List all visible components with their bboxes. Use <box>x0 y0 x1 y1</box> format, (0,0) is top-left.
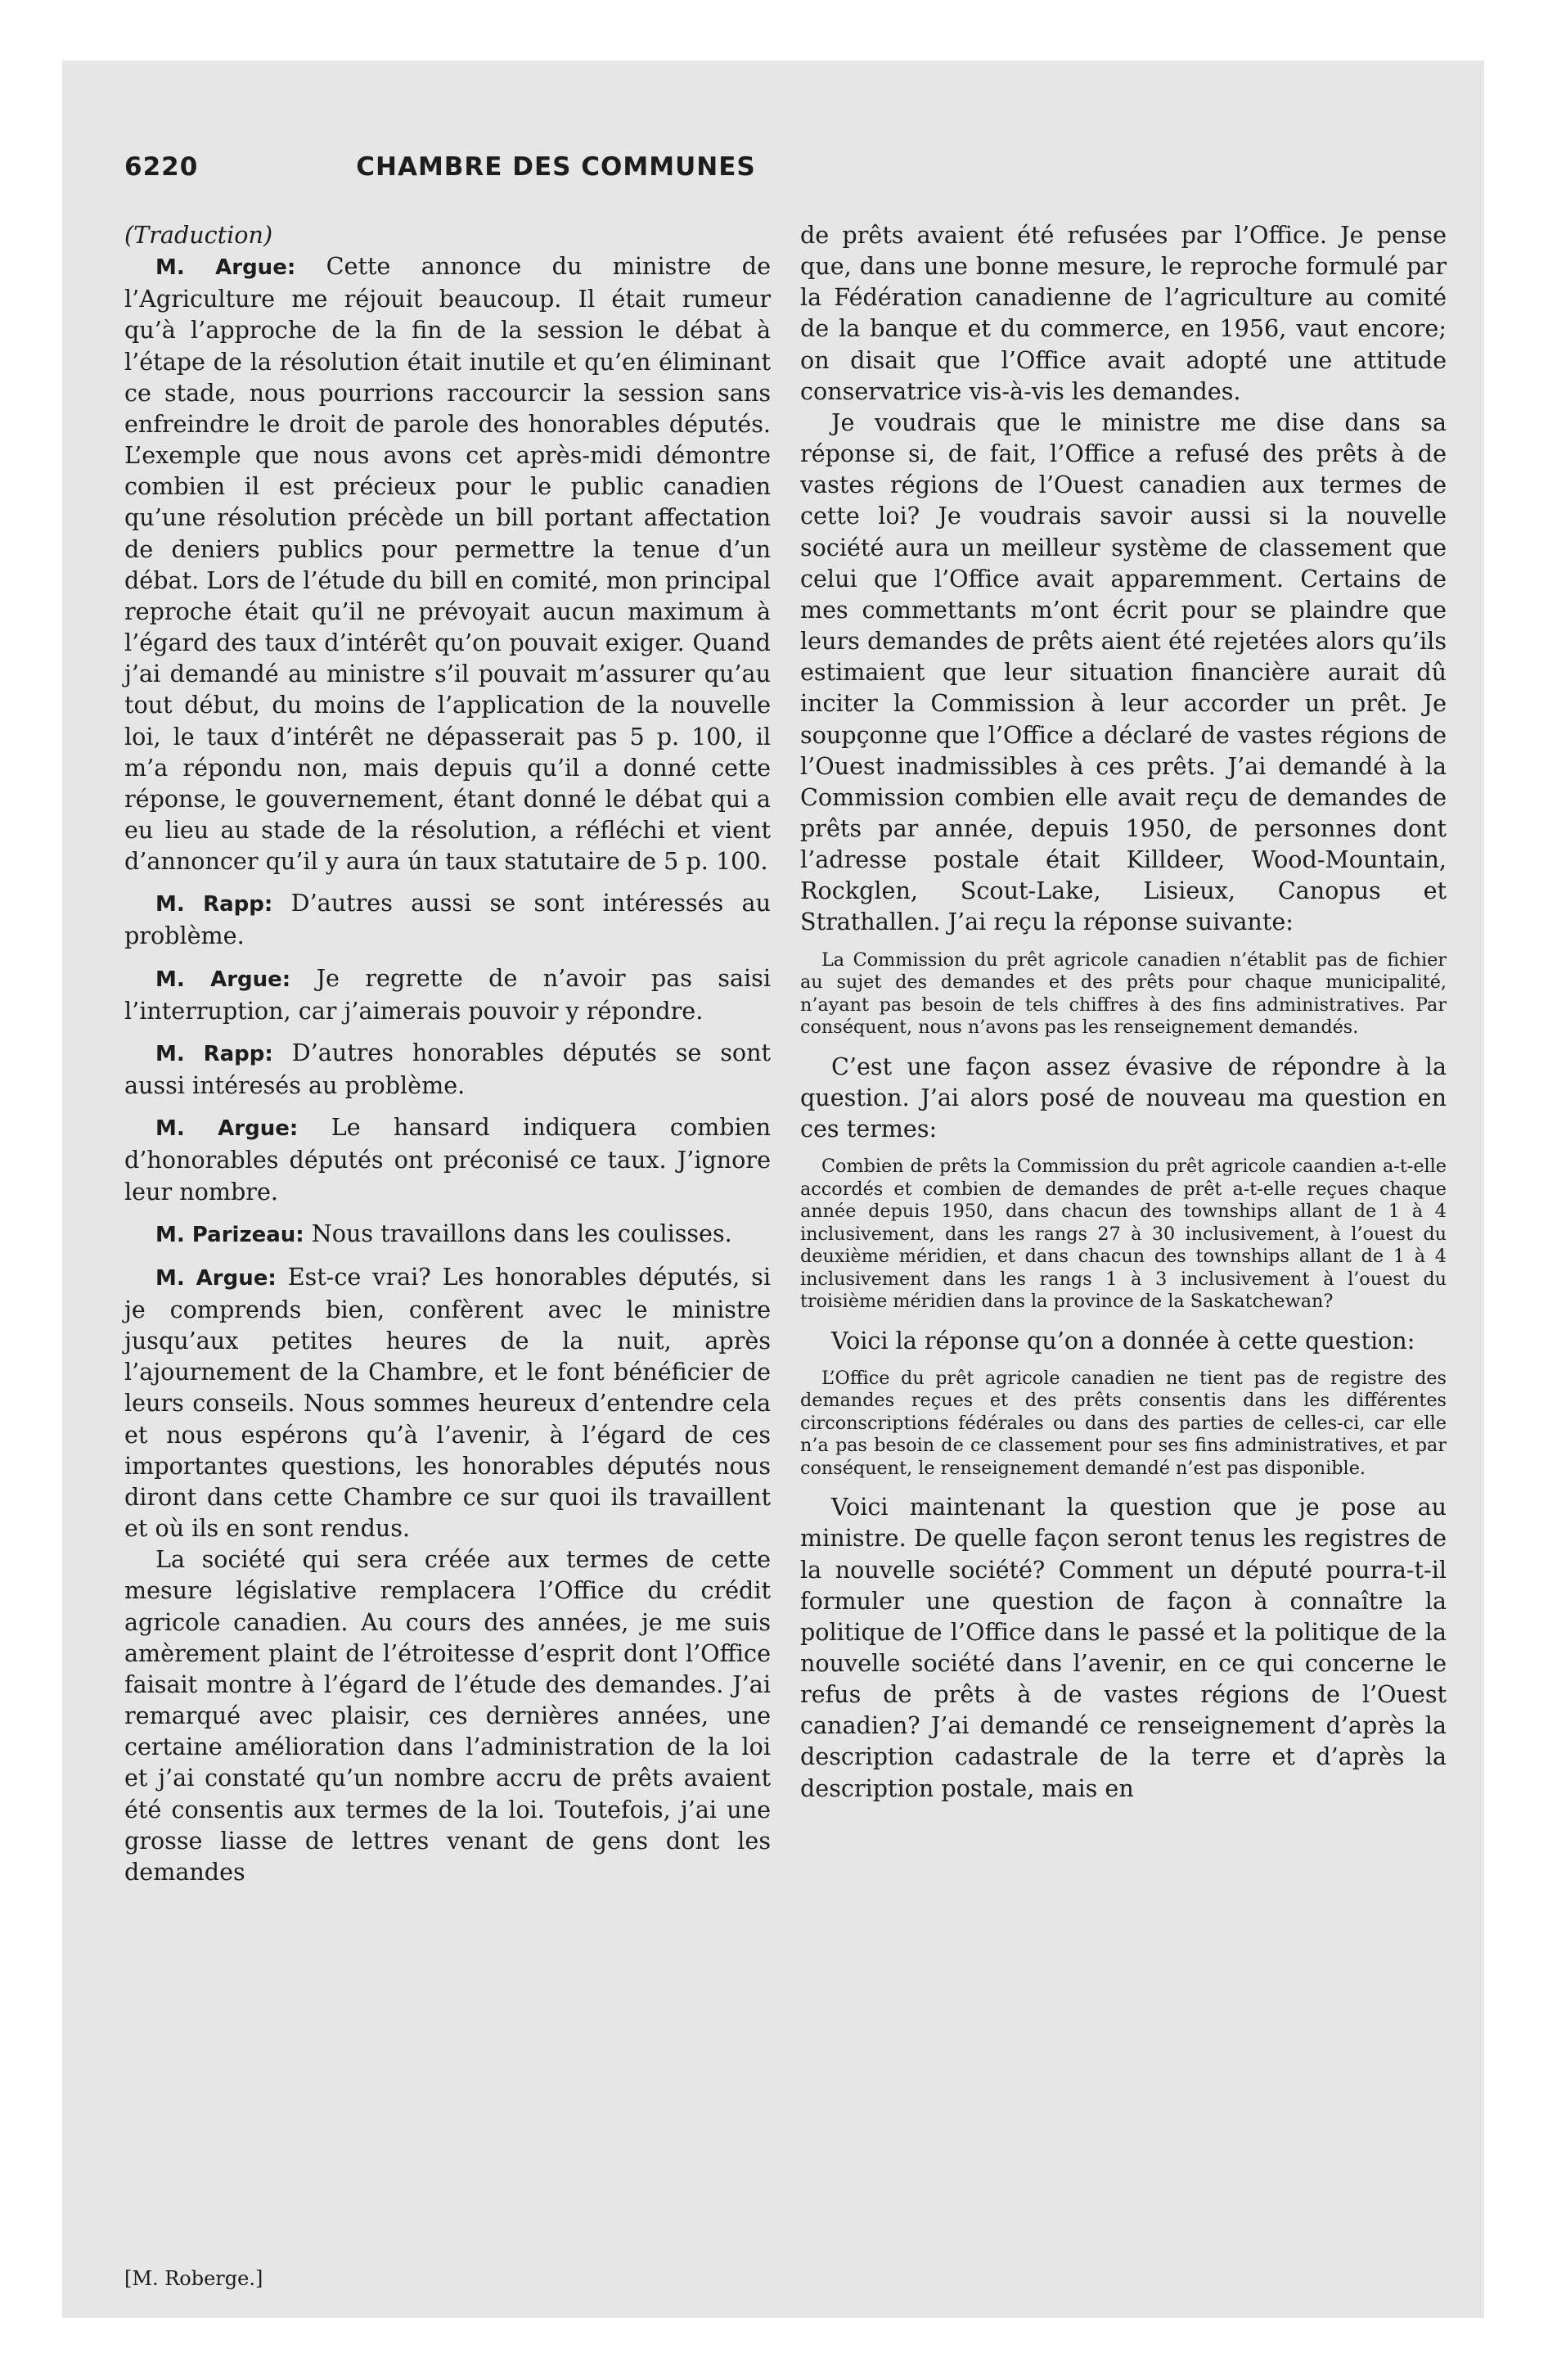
speaker-name: M. Argue: <box>155 967 291 992</box>
paragraph-text: Le hansard indiquera combien d’honorables députés ont préconisé ce taux. J’ignore leur nombre. <box>124 1113 771 1206</box>
paragraph <box>124 962 771 1026</box>
speaker-name: M. Argue: <box>155 255 296 281</box>
quoted-question: Combien de prêts la Commission du prêt agricole caandien a-t-elle accordés et combien de demandes de prêt a-t-elle reçues chaque année depuis 1950, dans chacun des townships allant de 1 à 4 inclusivement, dans les rangs 27 à 30 inclusivement, à l’ouest du deuxième méridien, et dans chacun des townships allant de 1 à 4 inclusivement dans les rangs 1 à 3 inclusivement à l’ouest du troisième méridien dans la province de la Saskatchewan? <box>800 1156 1447 1313</box>
paragraph <box>124 1037 771 1101</box>
paragraph-text: Voici la réponse qu’on a donnée à cette question: <box>831 1326 1415 1355</box>
speaker-name: M. Parizeau: <box>155 1222 304 1247</box>
paragraph-text: Nous travaillons dans les coulisses. <box>311 1219 732 1247</box>
paragraph <box>124 1218 771 1251</box>
footer-speaker-tag: [M. Roberge.] <box>124 2267 263 2290</box>
traduction-tag: (Traduction) <box>124 221 273 249</box>
paragraph-text: Cette annonce du ministre de l’Agriculture me réjouit beaucoup. Il était rumeur qu’à l’approche de la fin de la session le débat à l’étape de la résolution était inutile et qu’en éliminant ce stade, nous pourrions raccourcir la session sans enfreindre le droit de parole des honorables députés. L’exemple que nous avons cet après-midi démontre combien il est précieux pour le public canadien qu’une résolution précède un bill portant affectation de deniers publics pour permettre la tenue d’un débat. Lors de l’étude du bill en comité, mon principal reproche était qu’il ne prévoyait aucun maximum à l’égard des taux d’intérêt qu’on pouvait exiger. Quand j’ai demandé au ministre s’il pouvait m’assurer qu’au tout début, du moins de l’application de la nouvelle loi, le taux d’intérêt ne dépasserait pas 5 p. 100, il m’a répondu non, mais depuis qu’il a donné cette réponse, le gouvernement, étant donné le débat qui a eu lieu au stade de la résolution, a réfléchi et vient d’annoncer qu’il y aura ún taux statutaire de 5 p. 100. <box>124 252 771 876</box>
paragraph-text: C’est une façon assez évasive de répondre à la question. J’ai alors posé de nouveau ma question en ces termes: <box>800 1052 1447 1143</box>
page-header <box>124 152 988 193</box>
speaker-name: M. Argue: <box>155 1265 277 1291</box>
paragraph <box>124 1261 771 1544</box>
speaker-name: M. Argue: <box>155 1116 299 1142</box>
paragraph-text: D’autres aussi se sont intéressés au problème. <box>124 889 771 950</box>
speaker-name: M. Rapp: <box>155 892 273 917</box>
paragraph-text: Voici maintenant la question que je pose au ministre. De quelle façon seront tenus les registres de la nouvelle société? Comment un député pourra-t-il formuler une question de façon à connaître la politique de l’Office dans le passé et la politique de la nouvelle société dans l’avenir, en ce qui concerne le refus de prêts à de vastes régions de l’Ouest canadien? J’ai demandé ce renseignement d’après la description cadastrale de la terre et d’après la description postale, mais en <box>800 1493 1447 1802</box>
paragraph-text: La société qui sera créée aux termes de cette mesure législative remplacera l’Office du crédit agricole canadien. Au cours des années, je me suis amèrement plaint de l’étroitesse d’esprit dont l’Office faisait montre à l’égard de l’étude des demandes. J’ai remarqué avec plaisir, ces dernières années, une certaine amélioration dans l’administration de la loi et j’ai constaté qu’un nombre accru de prêts avaient été consentis aux termes de la loi. Toutefois, j’ai une grosse liasse de lettres venant de gens dont les demandes <box>124 1545 771 1886</box>
paragraph-text: Je regrette de n’avoir pas saisi l’interruption, car j’aimerais pouvoir y répondre. <box>124 963 771 1025</box>
quoted-answer: L’Office du prêt agricole canadien ne tient pas de registre des demandes reçues et des prêts consentis dans les différentes circonscriptions fédérales ou dans des parties de celles-ci, car elle n’a pas besoin de ce classement pour ses fins administratives, et par conséquent, le renseignement demandé n’est pas disponible. <box>800 1367 1447 1479</box>
right-column <box>800 219 1447 1804</box>
speaker-name: M. Rapp: <box>155 1041 273 1066</box>
paragraph-text: D’autres honorables députés se sont aussi intéresés au problème. <box>124 1038 771 1100</box>
quoted-answer: La Commission du prêt agricole canadien n’établit pas de fichier au sujet des demandes et des prêts pour chaque municipalité, n’ayant pas besoin de tels chiffres à des fins administratives. Par conséquent, nous n’avons pas les renseignement demandés. <box>800 949 1447 1039</box>
paragraph <box>124 250 771 877</box>
paragraph-text: Je voudrais que le ministre me dise dans sa réponse si, de fait, l’Office a refusé des prêts à de vastes régions de l’Ouest canadien aux termes de cette loi? Je voudrais savoir aussi si la nouvelle société aura un meilleur système de classement que celui que l’Office avait apparemment. Certains de mes commettants m’ont écrit pour se plaindre que leurs demandes de prêts aient été rejetées alors qu’ils estimaient que leur situation financière aurait dû inciter la Commission à leur accorder un prêt. Je soupçonne que l’Office a déclaré de vastes régions de l’Ouest inadmissibles à ces prêts. J’ai demandé à la Commission combien elle avait reçu de demandes de prêts par année, depuis 1950, de personnes dont l’adresse postale était Killdeer, Wood-Mountain, Rockglen, Scout-Lake, Lisieux, Canopus et Strathallen. J’ai reçu la réponse suivante: <box>800 408 1447 936</box>
paragraph <box>124 887 771 951</box>
running-head: CHAMBRE DES COMMUNES <box>356 152 756 182</box>
left-column <box>124 219 771 1887</box>
page-number: 6220 <box>124 152 199 182</box>
paragraph <box>124 1111 771 1206</box>
paragraph-text: de prêts avaient été refusées par l’Office. Je pense que, dans une bonne mesure, le reproche formulé par la Fédération canadienne de l’agriculture au comité de la banque et du commerce, en 1956, vaut encore; on disait que l’Office avait adopté une attitude conservatrice vis-à-vis les demandes. <box>800 221 1447 405</box>
paragraph-text: Est-ce vrai? Les honorables députés, si je comprends bien, confèrent avec le ministre jusqu’aux petites heures de la nuit, après l’ajournement de la Chambre, et le font bénéficier de leurs conseils. Nous sommes heureux d’entendre cela et nous espérons qu’à l’avenir, à l’égard de ces importantes questions, les honorables députés nous diront dans cette Chambre ce sur quoi ils travaillent et où ils en sont rendus. <box>124 1262 771 1543</box>
